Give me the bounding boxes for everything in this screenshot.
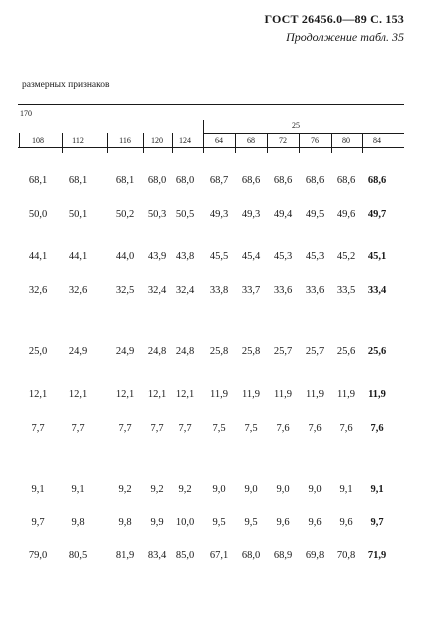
table-cell: 24,9 bbox=[115, 346, 135, 357]
table-cell: 7,6 bbox=[339, 423, 353, 434]
table-cell: 32,4 bbox=[147, 285, 167, 296]
table-cell: 9,2 bbox=[150, 484, 164, 495]
table-cell: 9,6 bbox=[308, 517, 322, 528]
table-cell: 25,6 bbox=[367, 346, 387, 357]
table-cell: 81,9 bbox=[115, 550, 135, 561]
table-cell: 9,6 bbox=[276, 517, 290, 528]
table-cell: 9,0 bbox=[212, 484, 226, 495]
table-cell: 24,9 bbox=[68, 346, 88, 357]
table-cell: 49,6 bbox=[336, 209, 356, 220]
table-cell: 32,5 bbox=[115, 285, 135, 296]
table-cell: 7,5 bbox=[212, 423, 226, 434]
table-cell: 7,7 bbox=[150, 423, 164, 434]
table-cell: 44,1 bbox=[28, 251, 48, 262]
table-cell: 11,9 bbox=[306, 389, 324, 400]
table-cell: 49,3 bbox=[209, 209, 229, 220]
table-cell: 9,8 bbox=[71, 517, 85, 528]
table-cell: 43,9 bbox=[147, 251, 167, 262]
column-header: 68 bbox=[247, 136, 255, 145]
table-cell: 9,0 bbox=[244, 484, 258, 495]
column-header: 64 bbox=[215, 136, 223, 145]
table-cell: 7,7 bbox=[178, 423, 192, 434]
column-header: 116 bbox=[119, 136, 131, 145]
column-divider-body bbox=[143, 147, 144, 153]
table-cell: 11,9 bbox=[242, 389, 260, 400]
table-cell: 11,9 bbox=[210, 389, 228, 400]
table-cell: 85,0 bbox=[175, 550, 195, 561]
table-cell: 9,1 bbox=[31, 484, 45, 495]
table-cell: 69,8 bbox=[305, 550, 325, 561]
table-cell: 68,0 bbox=[241, 550, 261, 561]
column-divider-body bbox=[172, 147, 173, 153]
table-cell: 50,0 bbox=[28, 209, 48, 220]
table-cell: 44,1 bbox=[68, 251, 88, 262]
column-header: 124 bbox=[179, 136, 191, 145]
table-cell: 45,3 bbox=[273, 251, 293, 262]
table-cell: 32,4 bbox=[175, 285, 195, 296]
table-group-divider bbox=[203, 120, 204, 134]
column-header: 80 bbox=[342, 136, 350, 145]
table-cell: 33,8 bbox=[209, 285, 229, 296]
table-cell: 9,6 bbox=[339, 517, 353, 528]
column-header: 120 bbox=[151, 136, 163, 145]
table-cell: 9,9 bbox=[150, 517, 164, 528]
table-cell: 7,7 bbox=[71, 423, 85, 434]
table-cell: 7,6 bbox=[276, 423, 290, 434]
table-cell: 11,9 bbox=[337, 389, 355, 400]
table-cell: 7,5 bbox=[244, 423, 258, 434]
table-cell: 12,1 bbox=[175, 389, 195, 400]
table-cell: 45,4 bbox=[241, 251, 261, 262]
column-header: 112 bbox=[72, 136, 84, 145]
group-label-25: 25 bbox=[292, 121, 300, 130]
table-cell: 24,8 bbox=[147, 346, 167, 357]
table-cell: 79,0 bbox=[28, 550, 48, 561]
table-cell: 68,6 bbox=[367, 175, 387, 186]
table-cell: 9,0 bbox=[276, 484, 290, 495]
table-cell: 68,6 bbox=[336, 175, 356, 186]
column-header: 108 bbox=[32, 136, 44, 145]
table-cell: 33,6 bbox=[305, 285, 325, 296]
column-header: 84 bbox=[373, 136, 381, 145]
table-cell: 43,8 bbox=[175, 251, 195, 262]
table-cell: 68,6 bbox=[241, 175, 261, 186]
table-rule-top bbox=[18, 104, 404, 105]
table-cell: 49,4 bbox=[273, 209, 293, 220]
table-cell: 7,7 bbox=[31, 423, 45, 434]
table-cell: 68,1 bbox=[68, 175, 88, 186]
table-cell: 12,1 bbox=[68, 389, 88, 400]
column-divider-body bbox=[62, 147, 63, 153]
table-cell: 45,2 bbox=[336, 251, 356, 262]
table-cell: 32,6 bbox=[28, 285, 48, 296]
table-cell: 70,8 bbox=[336, 550, 356, 561]
column-divider-body bbox=[267, 147, 268, 153]
table-cell: 25,7 bbox=[305, 346, 325, 357]
table-cell: 9,8 bbox=[118, 517, 132, 528]
column-divider-body bbox=[107, 147, 108, 153]
table-cell: 10,0 bbox=[175, 517, 195, 528]
table-cell: 68,0 bbox=[175, 175, 195, 186]
table-cell: 45,1 bbox=[367, 251, 387, 262]
table-cell: 9,5 bbox=[212, 517, 226, 528]
table-cell: 12,1 bbox=[28, 389, 48, 400]
table-cell: 50,5 bbox=[175, 209, 195, 220]
column-divider-body bbox=[331, 147, 332, 153]
table-cell: 25,7 bbox=[273, 346, 293, 357]
table-cell: 9,0 bbox=[308, 484, 322, 495]
table-cell: 33,4 bbox=[367, 285, 387, 296]
table-cell: 9,5 bbox=[244, 517, 258, 528]
page-header-continuation: Продолжение табл. 35 bbox=[286, 30, 404, 44]
table-cell: 33,6 bbox=[273, 285, 293, 296]
table-cell: 68,7 bbox=[209, 175, 229, 186]
table-cell: 9,2 bbox=[178, 484, 192, 495]
table-caption: размерных признаков bbox=[22, 80, 110, 90]
group-label-170: 170 bbox=[20, 109, 32, 118]
table-cell: 25,8 bbox=[209, 346, 229, 357]
table-cell: 7,6 bbox=[370, 423, 384, 434]
table-cell: 25,0 bbox=[28, 346, 48, 357]
table-cell: 9,7 bbox=[370, 517, 384, 528]
table-cell: 68,1 bbox=[28, 175, 48, 186]
page-header-reference: ГОСТ 26456.0—89 С. 153 bbox=[264, 12, 404, 26]
column-divider-body bbox=[299, 147, 300, 153]
table-cell: 45,5 bbox=[209, 251, 229, 262]
table-cell: 11,9 bbox=[368, 389, 386, 400]
table-cell: 50,3 bbox=[147, 209, 167, 220]
table-cell: 68,9 bbox=[273, 550, 293, 561]
table-cell: 7,7 bbox=[118, 423, 132, 434]
table-cell: 12,1 bbox=[115, 389, 135, 400]
table-cell: 45,3 bbox=[305, 251, 325, 262]
table-cell: 9,7 bbox=[31, 517, 45, 528]
table-cell: 24,8 bbox=[175, 346, 195, 357]
table-cell: 32,6 bbox=[68, 285, 88, 296]
table-cell: 25,6 bbox=[336, 346, 356, 357]
table-cell: 33,7 bbox=[241, 285, 261, 296]
table-cell: 68,6 bbox=[305, 175, 325, 186]
table-cell: 44,0 bbox=[115, 251, 135, 262]
table-cell: 49,7 bbox=[367, 209, 387, 220]
table-cell: 7,6 bbox=[308, 423, 322, 434]
table-cell: 67,1 bbox=[209, 550, 229, 561]
table-cell: 9,1 bbox=[370, 484, 384, 495]
table-cell: 25,8 bbox=[241, 346, 261, 357]
table-cell: 12,1 bbox=[147, 389, 167, 400]
table-cell: 33,5 bbox=[336, 285, 356, 296]
table-cell: 83,4 bbox=[147, 550, 167, 561]
table-cell: 68,0 bbox=[147, 175, 167, 186]
column-header: 72 bbox=[279, 136, 287, 145]
table-cell: 68,1 bbox=[115, 175, 135, 186]
column-divider-body bbox=[362, 147, 363, 153]
column-header: 76 bbox=[311, 136, 319, 145]
table-cell: 80,5 bbox=[68, 550, 88, 561]
table-cell: 49,3 bbox=[241, 209, 261, 220]
column-divider-body bbox=[235, 147, 236, 153]
table-cell: 9,1 bbox=[71, 484, 85, 495]
table-cell: 71,9 bbox=[367, 550, 387, 561]
table-cell: 9,1 bbox=[339, 484, 353, 495]
table-cell: 50,2 bbox=[115, 209, 135, 220]
table-cell: 9,2 bbox=[118, 484, 132, 495]
table-cell: 11,9 bbox=[274, 389, 292, 400]
table-rule-header bbox=[18, 147, 404, 148]
column-divider-body bbox=[203, 147, 204, 153]
table-cell: 68,6 bbox=[273, 175, 293, 186]
table-cell: 49,5 bbox=[305, 209, 325, 220]
table-cell: 50,1 bbox=[68, 209, 88, 220]
table-rule-group bbox=[203, 133, 404, 134]
